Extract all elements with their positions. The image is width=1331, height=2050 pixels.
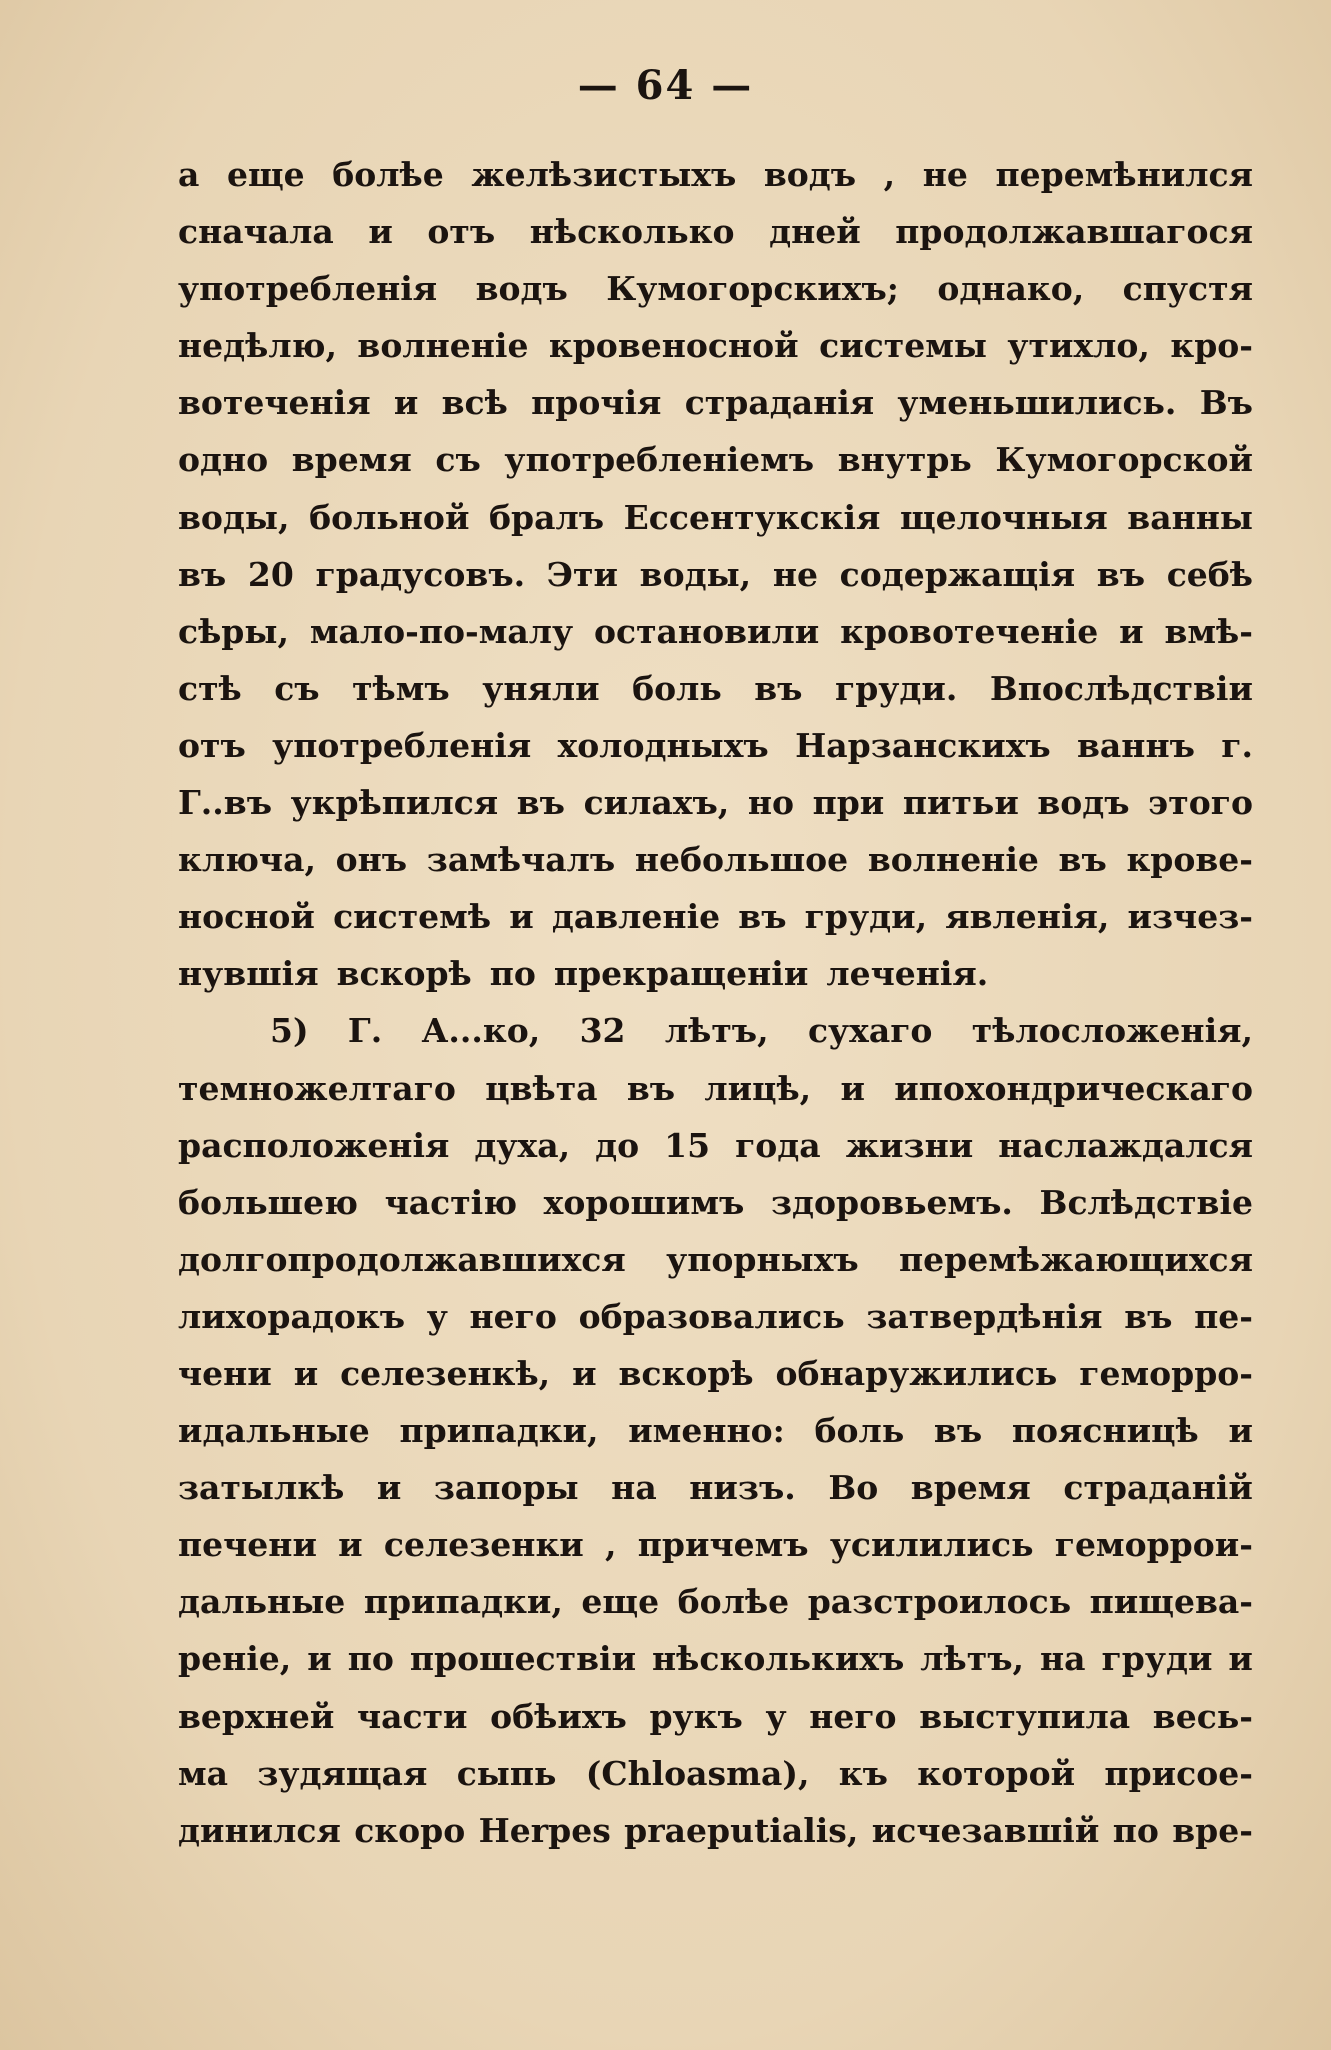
text-line: одно время съ употребленіемъ внутрь Кумогорской [178, 440, 1253, 480]
text-line: недѣлю, волненіе кровеносной системы утихло, кро- [178, 326, 1253, 366]
text-line: 5) Г. А...ко, 32 лѣтъ, сухаго тѣлосложенія, [270, 1011, 1253, 1051]
text-line: вотеченія и всѣ прочія страданія уменьшились. Въ [178, 383, 1253, 423]
text-line: чени и селезенкѣ, и вскорѣ обнаружились геморро- [178, 1353, 1253, 1393]
text-line: реніе, и по прошествіи нѣсколькихъ лѣтъ, на груди и [178, 1639, 1253, 1679]
text-line: употребленія водъ Кумогорскихъ; однако, спустя [178, 269, 1253, 309]
text-line: сѣры, мало-по-малу остановили кровотеченіе и вмѣ- [178, 611, 1253, 651]
text-line: большею частію хорошимъ здоровьемъ. Вслѣдствіе [178, 1182, 1253, 1222]
text-line: затылкѣ и запоры на низъ. Во время страданій [178, 1468, 1253, 1508]
text-line: носной системѣ и давленіе въ груди, явленія, изчез- [178, 897, 1253, 937]
text-line: сначала и отъ нѣсколько дней продолжавшагося [178, 212, 1253, 252]
text-line: динился скоро Herpes praeputialis, исчезавшій по вре- [178, 1810, 1253, 1850]
text-line: воды, больной бралъ Ессентукскія щелочныя ванны [178, 497, 1253, 537]
text-line: верхней части обѣихъ рукъ у него выступила весь- [178, 1696, 1253, 1736]
text-line: лихорадокъ у него образовались затвердѣнія въ пе- [178, 1296, 1253, 1336]
text-line: ма зудящая сыпь (Chloasma), къ которой присое- [178, 1753, 1253, 1793]
text-line: въ 20 градусовъ. Эти воды, не содержащія въ себѣ [178, 554, 1253, 594]
text-line: расположенія духа, до 15 года жизни наслаждался [178, 1125, 1253, 1165]
text-line: идальные припадки, именно: боль въ поясницѣ и [178, 1411, 1253, 1451]
text-line: темножелтаго цвѣта въ лицѣ, и ипохондрическаго [178, 1068, 1253, 1108]
text-line: долгопродолжавшихся упорныхъ перемѣжающихся [178, 1239, 1253, 1279]
text-line: отъ употребленія холодныхъ Нарзанскихъ ваннъ г. [178, 725, 1253, 765]
page-number: — 64 — [577, 62, 754, 109]
body-text [178, 146, 1253, 1859]
text-line: Г..въ укрѣпился въ силахъ, но при питьи водъ этого [178, 783, 1253, 823]
text-line: печени и селезенки , причемъ усилились геморрои- [178, 1525, 1253, 1565]
text-line: нувшія вскорѣ по прекращеніи леченія. [178, 954, 989, 994]
text-line: а еще болѣе желѣзистыхъ водъ , не перемѣнился [178, 155, 1253, 194]
text-line: ключа, онъ замѣчалъ небольшое волненіе въ крове- [178, 840, 1253, 880]
text-line: стѣ съ тѣмъ уняли боль въ груди. Впослѣдствіи [178, 668, 1253, 708]
text-line: дальные припадки, еще болѣе разстроилось пищева- [178, 1582, 1253, 1622]
